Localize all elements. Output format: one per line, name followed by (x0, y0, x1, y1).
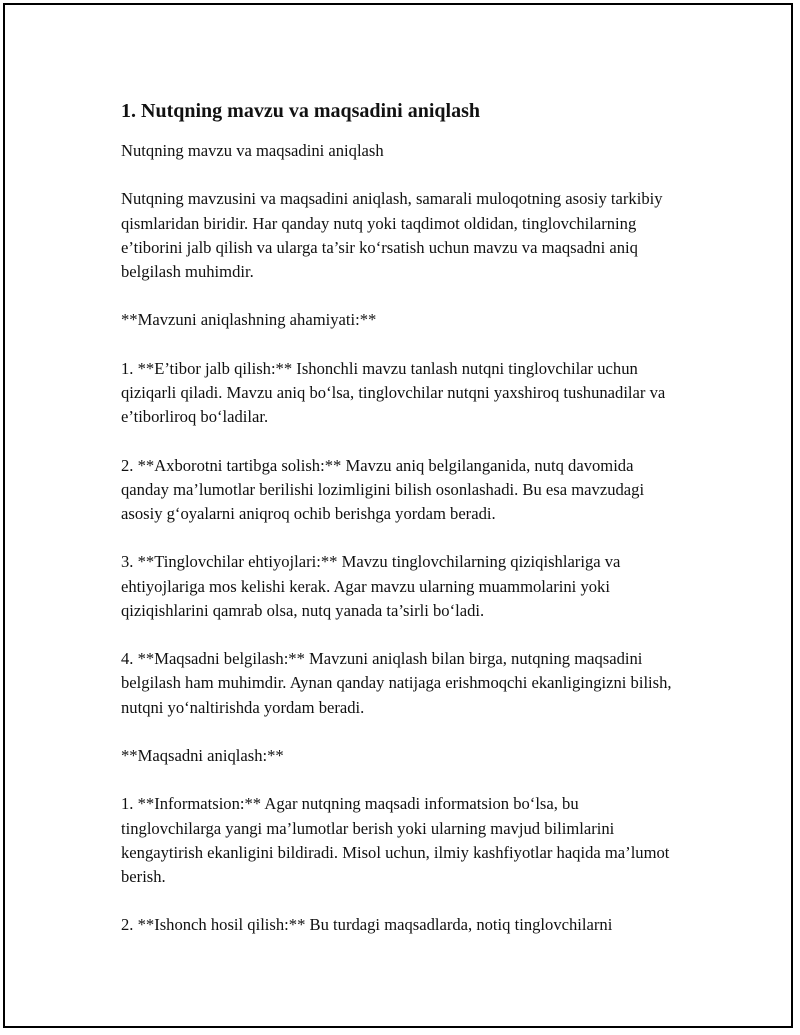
list-item-informational: 1. **Informatsion:** Agar nutqning maqsadi informatsion bo‘lsa, bu tinglovchilarga yangi ma’lumotlar berish yoki ularning mavjud bilimlarini kengaytirish ekanligini bildiradi. Misol uchun, ilmiy kashfiyotlar haqida ma’lumot berish. (121, 794, 670, 886)
subtitle-paragraph: Nutqning mavzu va maqsadini aniqlash (121, 141, 384, 160)
list-item-information: 2. **Axborotni tartibga solish:** Mavzu aniq belgilanganida, nutq davomida qanday ma’lumotlar berilishi lozimligini bilish osonlashadi. Bu esa mavzudagi asosiy g‘oyalarni aniqroq ochib berishga yordam beradi. (121, 455, 645, 523)
subheading-goal-definition: **Maqsadni aniqlash:** (121, 745, 284, 765)
list-item-attention: 1. **E’tibor jalb qilish:** Ishonchli mavzu tanlash nutqni tinglovchilar uchun qiziqarli qiladi. Mavzu aniq bo‘lsa, tinglovchilar nutqni yaxshiroq tushunadilar va e’tiborliroq bo‘ladilar. (121, 358, 666, 427)
document-content (121, 97, 681, 962)
subheading-topic-importance: **Mavzuni aniqlashning ahamiyati:** (121, 310, 377, 330)
list-item-goal-setting: 4. **Maqsadni belgilash:** Mavzuni aniqlash bilan birga, nutqning maqsadini belgilash ham muhimdir. Aynan qanday natijaga erishmoqchi ekanligingizni bilish, nutqni yo‘naltirishda yordam beradi. (121, 649, 672, 717)
list-item-persuasion: 2. **Ishonch hosil qilish:** Bu turdagi maqsadlarda, notiq tinglovchilarni (121, 915, 613, 935)
intro-paragraph: Nutqning mavzusini va maqsadini aniqlash, samarali muloqotning asosiy tarkibiy qismlaridan biridir. Har qanday nutq yoki taqdimot oldidan, tinglovchilarning e’tiborini jalb qilish va ularga ta’sir ko‘rsatish uchun mavzu va maqsadni aniq belgilash muhimdir. (121, 189, 663, 281)
document-page (3, 3, 793, 1028)
list-item-audience-needs: 3. **Tinglovchilar ehtiyojlari:** Mavzu tinglovchilarning qiziqishlariga va ehtiyojlariga mos kelishi kerak. Agar mavzu ularning muammolarini yoki qiziqishlarini qamrab olsa, nutq yanada ta’sirli bo‘ladi. (121, 552, 621, 620)
section-heading: 1. Nutqning mavzu va maqsadini aniqlash (121, 100, 481, 122)
